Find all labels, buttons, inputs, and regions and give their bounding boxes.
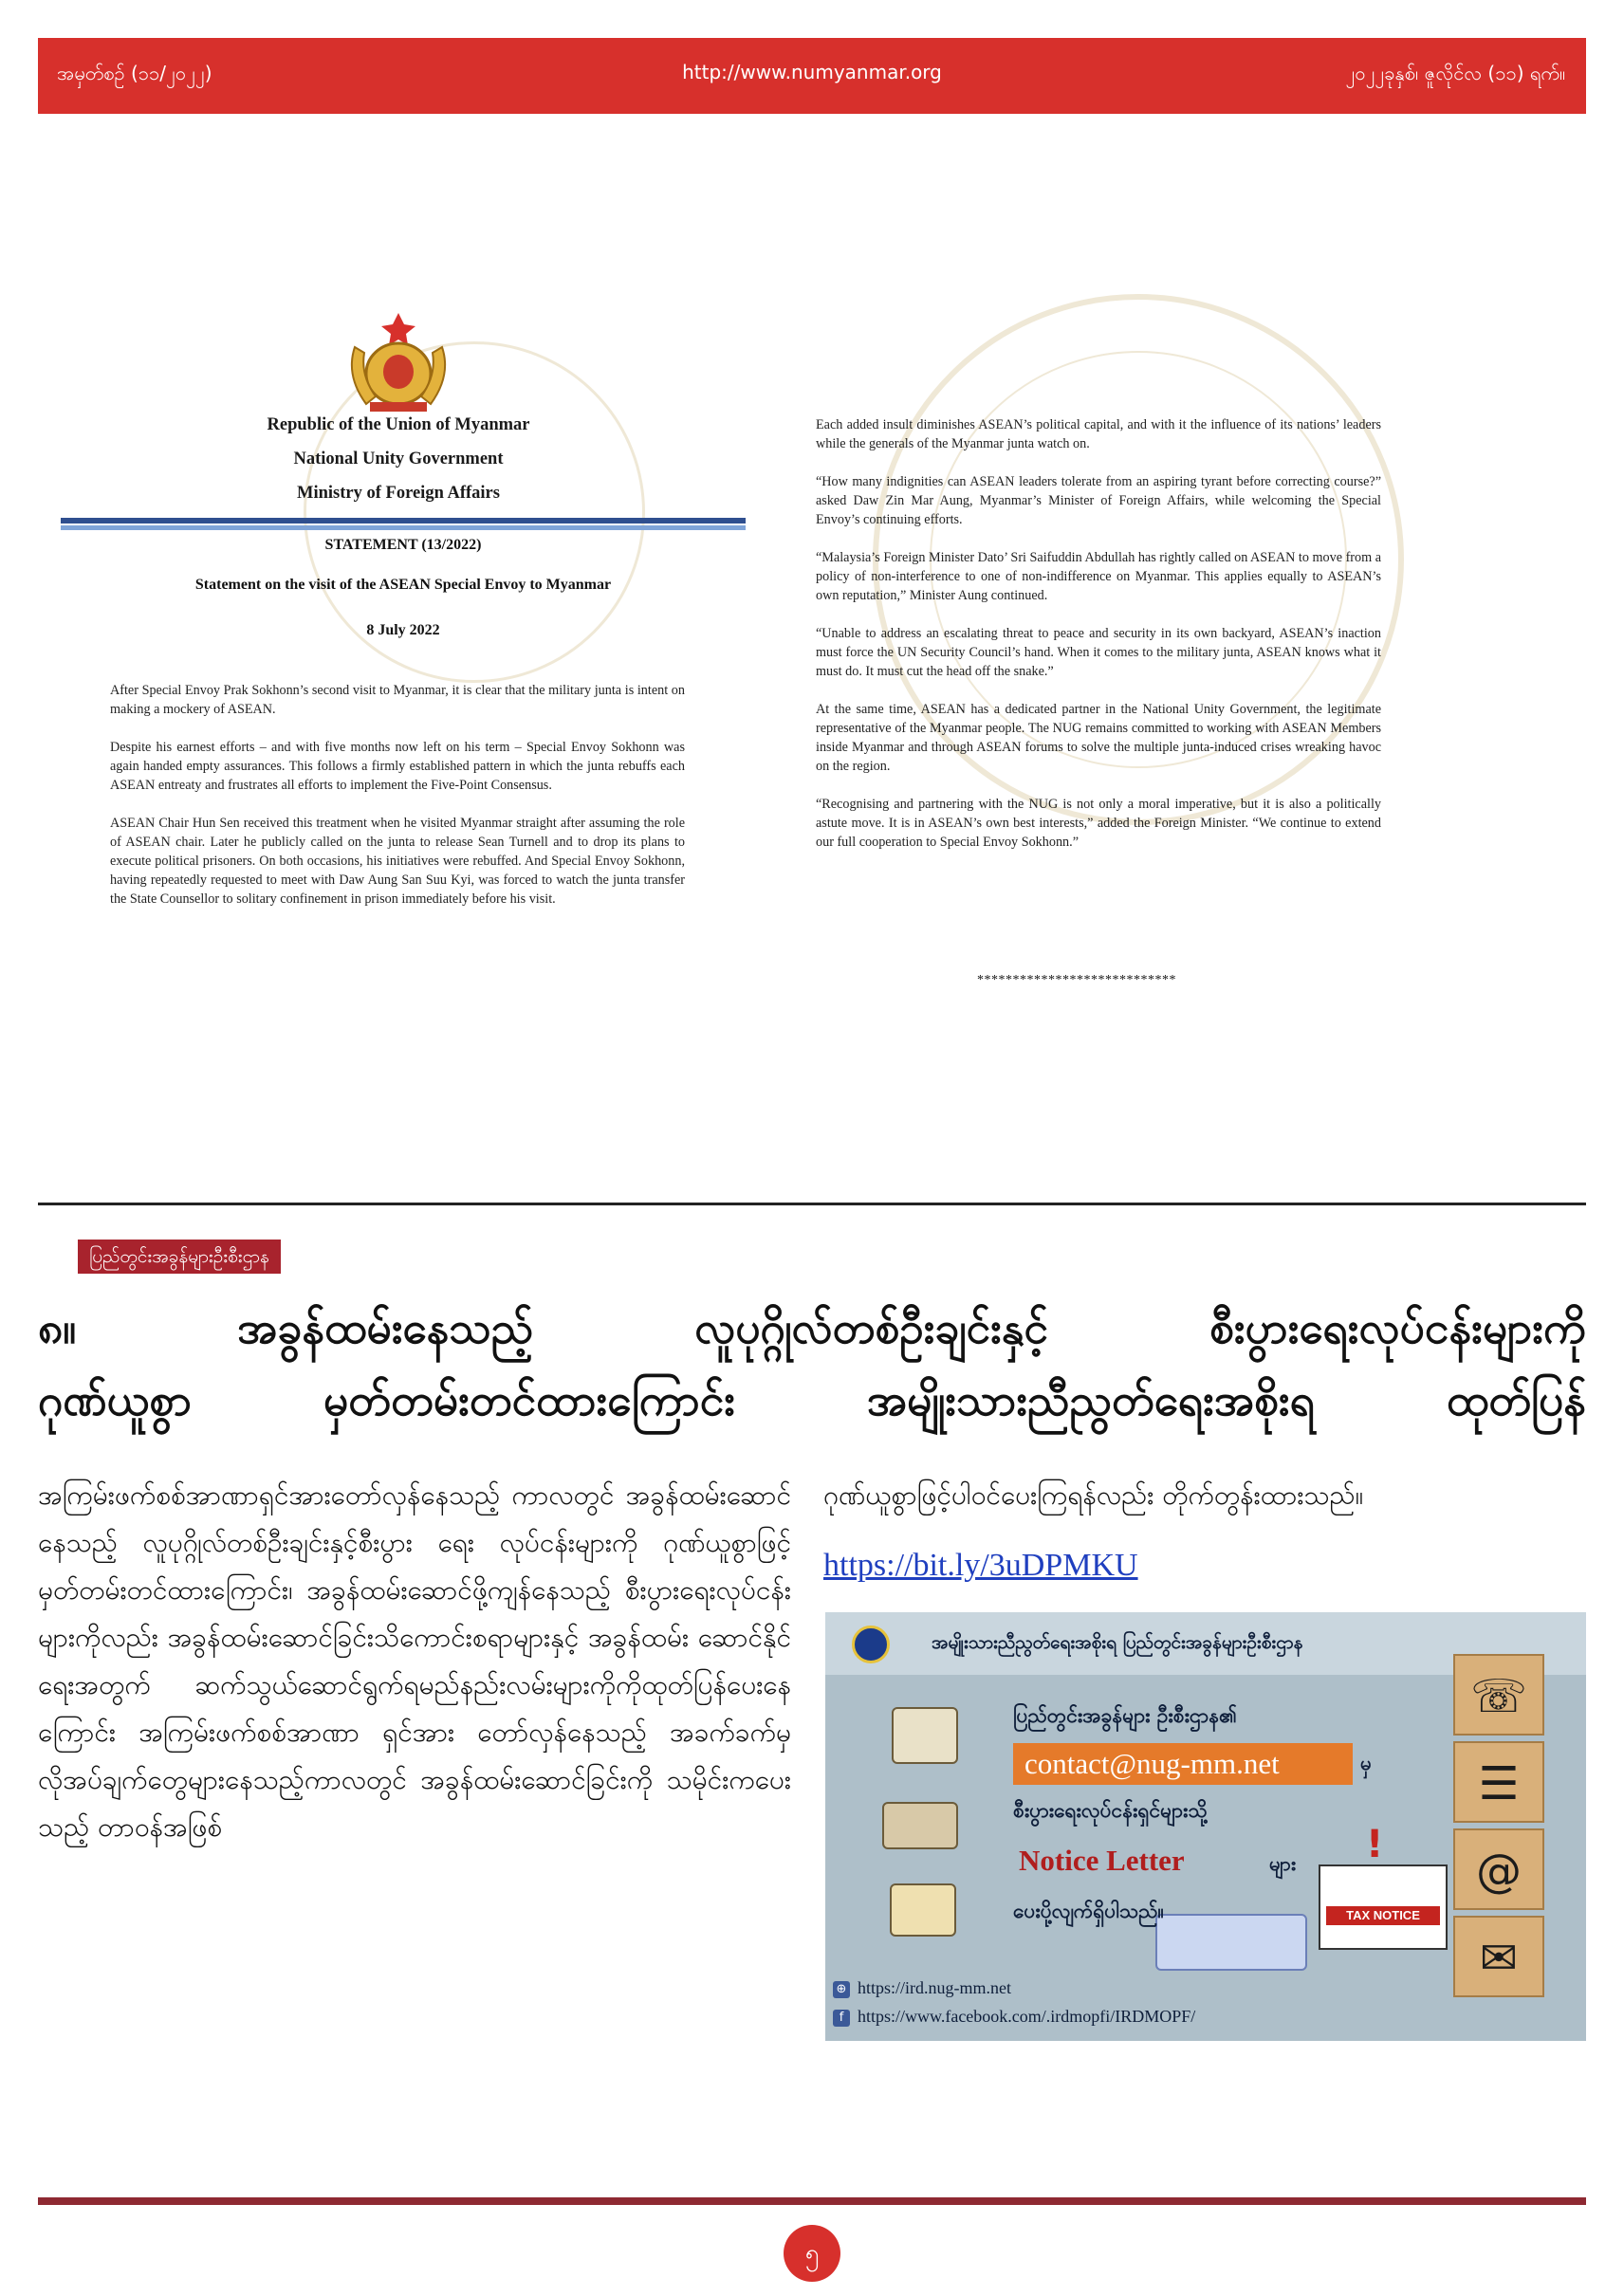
article-body-left: အကြမ်းဖက်စစ်အာဏာရှင်အားတော်လှန်နေသည့် ကာလတွင် အခွန်ထမ်းဆောင်နေသည့် လူပုဂ္ဂိုလ်တစ်ဦးချင်းနှင့်စီးပွား ရေး လုပ်ငန်းများကို ဂုဏ်ယူစွာဖြင့် မှတ်တမ်းတင်ထားကြောင်း၊ အခွန်ထမ်းဆောင်ဖို့ကျန်နေသည့် စီးပွားရေးလုပ်ငန်းများကိုလည်း အခွန်ထမ်းဆောင်ခြင်းသိကောင်းစရာများနှင့် အခွန်ထမ်း ဆောင်နိုင်ရေးအတွက် ဆက်သွယ်ဆောင်ရွက်ရမည်နည်းလမ်းများကိုကိုထုတ်ပြန်ပေးနေကြောင်း အကြမ်းဖက်စစ်အာဏာ ရှင်အား တော်လှန်နေသည့် အခက်ခက်မှ လိုအပ်ချက်တွေများနေသည့်ကာလတွင် အခွန်ထမ်းဆောင်ခြင်းကို သမိုင်းကပေး သည့် တာဝန်အဖြစ် [38, 1479, 791, 1843]
paragraph: “Recognising and partnering with the NUG is not only a moral imperative, but it is also a politically astute move. It is in ASEAN’s own best interests,” added the Foreign Minister. “We continue to extend our full cooperation to Special Envoy Sokhonn.” [816, 797, 1381, 850]
article-headline: ၈။ အခွန်ထမ်းနေသည့် လူပုဂ္ဂိုလ်တစ်ဦးချင်းနှင့် စီးပွားရေးလုပ်ငန်းများကို [38, 1302, 1586, 1353]
paragraph: “How many indignities can ASEAN leaders tolerate from an aspiring tyrant before correcting course?” asked Daw Zin Mar Aung, Myanmar’s Minister of Foreign Affairs, while welcoming the Special Envoy’s continuing efforts. [816, 474, 1381, 527]
facebook-icon: f [833, 2010, 850, 2027]
issue-number: အမှတ်စဉ် (၁၁/၂၀၂၂) [57, 62, 212, 84]
issue-date: ၂၀၂၂ခုနှစ်၊ ဇူလိုင်လ (၁၁) ရက်။ [1345, 62, 1565, 84]
banner-website [833, 1978, 1326, 1998]
paragraph: Each added insult diminishes ASEAN’s political capital, and with it the influence of its nations’ leaders while the generals of the Myanmar junta watch on. [816, 417, 1381, 451]
statement-column-left [110, 681, 685, 928]
divider-stripe [61, 518, 746, 523]
notice-letter-text: Notice Letter [1019, 1844, 1185, 1877]
category-tag: ပြည်တွင်းအခွန်များဦးစီးဌာန [78, 1240, 281, 1274]
statement-column-right [816, 415, 1381, 871]
tax-notice-label: TAX NOTICE [1326, 1906, 1440, 1925]
org-line: National Unity Government [293, 450, 504, 468]
paragraph: “Unable to address an escalating threat to peace and security in its own backyard, ASEAN’s inaction must force the UN Security Council’s hand. When it comes to the military junta, ASEAN knows what it must do. It must cut the head off the snake.” [816, 626, 1381, 679]
statement-subtitle: Statement on the visit of the ASEAN Special Envoy to Myanmar [194, 577, 612, 593]
paragraph: ASEAN Chair Hun Sen received this treatment when he visited Myanmar straight after assuming the role of ASEAN chair. Later he publicly called on the junta to release Sean Turnell and to drop its plans to execute political prisoners. On both occasions, his initiatives were rebuffed. And Special Envoy Sokhonn, having repeatedly requested to meet with Daw Aung San Suu Kyi, was forced to watch the junta transfer the State Counsellor to solitary confinement in prison immediately before his visit. [110, 816, 685, 907]
banner-line: မှ [1360, 1752, 1372, 1774]
ird-banner-image [825, 1612, 1586, 2041]
website-link[interactable]: http://www.numyanmar.org [682, 61, 942, 83]
banner-facebook-text: https://www.facebook.com/.irdmopfi/IRDMOPF/ [858, 2007, 1196, 2026]
statement-date: 8 July 2022 [366, 622, 440, 638]
banner-line: ပေးပို့လျက်ရှိပါသည်။ [1013, 1900, 1164, 1922]
contact-email: contact@nug-mm.net [1013, 1743, 1353, 1785]
state-emblem-icon [341, 309, 455, 415]
org-line: Republic of the Union of Myanmar [267, 415, 530, 434]
footer-line [38, 2197, 1586, 2205]
banner-line: ပြည်တွင်းအခွန်များ ဦးစီးဌာန၏ [1013, 1704, 1237, 1727]
at-sign-icon: @ [1453, 1828, 1544, 1910]
section-divider [38, 1203, 1586, 1205]
banner-line: စီးပွားရေးလုပ်ငန်းရှင်များသို့ [1013, 1799, 1208, 1822]
header-bar [38, 38, 1586, 114]
chat-icon: ☰ [1453, 1741, 1544, 1823]
banner-header-text: အမျိုးသားညီညွတ်ရေးအစိုးရ ပြည်တွင်းအခွန်များဦးစီးဌာန [932, 1632, 1303, 1653]
paragraph: “Malaysia’s Foreign Minister Dato’ Sri Saifuddin Abdullah has rightly called on ASEAN to move from a policy of non-interference to one of non-indifference on Myanmar. This applies equally to ASEAN’s own reputation,” Minister Aung continued. [816, 550, 1381, 603]
banner-line: များ [1269, 1852, 1296, 1875]
page-number: ၅ [784, 2225, 840, 2282]
banner-website-text: https://ird.nug-mm.net [858, 1978, 1011, 1997]
paragraph: After Special Envoy Prak Sokhonn’s second visit to Myanmar, it is clear that the military junta is intent on making a mockery of ASEAN. [110, 683, 685, 717]
alert-icon: ! [1366, 1823, 1384, 1866]
paragraph: At the same time, ASEAN has a dedicated partner in the National Unity Government, the legitimate representative of the Myanmar people. The NUG remains committed to working with ASEAN Members inside Myanmar and through ASEAN forums to solve the multiple junta-induced crises wreaking havoc on the region. [816, 702, 1381, 774]
ird-logo-icon [852, 1626, 890, 1663]
divider-stripe [61, 525, 746, 530]
statement-image [57, 303, 1404, 1034]
article-headline: ဂုဏ်ယူစွာ မှတ်တမ်းတင်ထားကြောင်း အမျိုးသားညီညွတ်ရေးအစိုးရ ထုတ်ပြန် [38, 1374, 1586, 1425]
end-mark: **************************** [977, 973, 1176, 987]
statement-number: STATEMENT (13/2022) [324, 537, 482, 553]
calendar-illustration-icon [1155, 1914, 1307, 1971]
calculator-icon [892, 1707, 958, 1764]
mail-icon: ✉ [1453, 1916, 1544, 1997]
globe-icon: ⊕ [833, 1981, 850, 1998]
property-tax-icon [890, 1883, 956, 1937]
paragraph: Despite his earnest efforts – and with five months now left on his term – Special Envoy Sokhonn was again handed empty assurances. This follows a firmly established pattern in which the junta rebuffs each ASEAN entreaty and frustrates all efforts to implement the Five-Point Consensus. [110, 740, 685, 793]
banner-facebook [833, 2007, 1326, 2027]
org-line: Ministry of Foreign Affairs [297, 484, 500, 503]
article-body-right: ဂုဏ်ယူစွာဖြင့်ပါဝင်ပေးကြရန်လည်း တိုက်တွန်းထားသည်။ [823, 1479, 1364, 1511]
phone-icon: ☏ [1453, 1654, 1544, 1736]
salary-icon [882, 1802, 958, 1849]
article-link[interactable]: https://bit.ly/3uDPMKU [823, 1548, 1138, 1583]
